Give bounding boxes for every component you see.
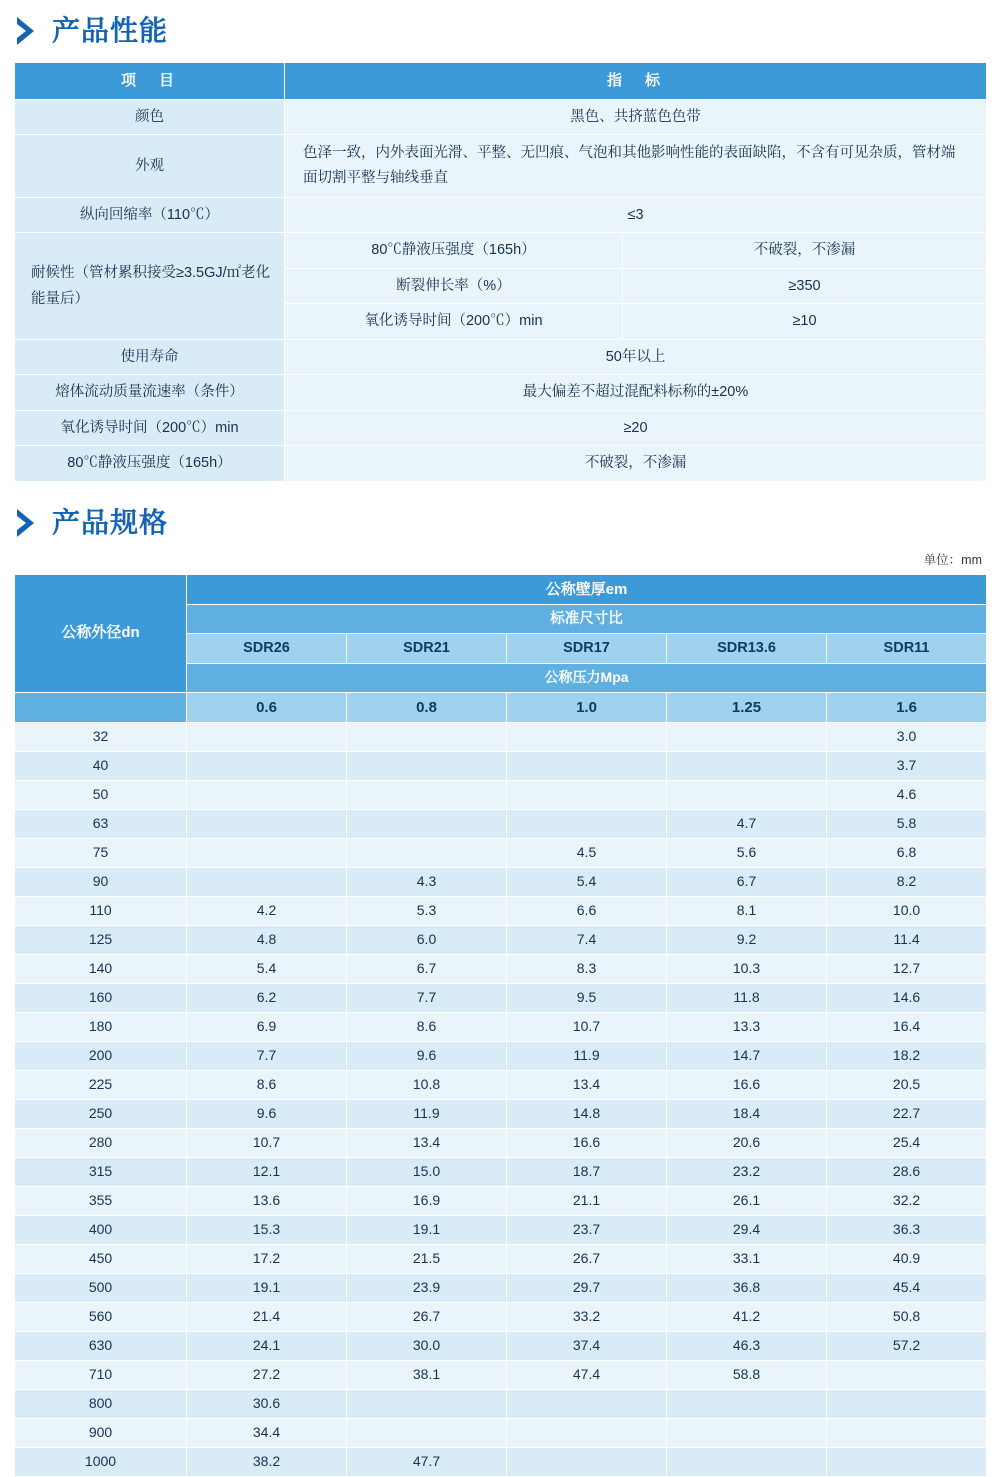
sub-label: 80℃静液压强度（165h） bbox=[285, 233, 623, 268]
cell-dn: 710 bbox=[15, 1360, 187, 1389]
cell-thickness: 17.2 bbox=[187, 1244, 347, 1273]
cell-dn: 355 bbox=[15, 1186, 187, 1215]
cell-thickness: 22.7 bbox=[827, 1099, 987, 1128]
cell-thickness bbox=[667, 1418, 827, 1447]
row-label: 80℃静液压强度（165h） bbox=[15, 446, 285, 481]
cell-thickness: 7.4 bbox=[507, 925, 667, 954]
table-row bbox=[15, 446, 987, 481]
cell-thickness: 19.1 bbox=[187, 1273, 347, 1302]
performance-table bbox=[14, 62, 987, 482]
cell-thickness: 13.4 bbox=[507, 1070, 667, 1099]
cell-thickness: 6.7 bbox=[347, 954, 507, 983]
row-label: 使用寿命 bbox=[15, 339, 285, 374]
cell-thickness: 26.1 bbox=[667, 1186, 827, 1215]
cell-thickness: 14.8 bbox=[507, 1099, 667, 1128]
cell-thickness: 36.3 bbox=[827, 1215, 987, 1244]
cell-thickness bbox=[187, 838, 347, 867]
section-heading-specs bbox=[0, 482, 1000, 540]
cell-thickness: 9.2 bbox=[667, 925, 827, 954]
cell-thickness bbox=[507, 1447, 667, 1476]
cell-thickness: 27.2 bbox=[187, 1360, 347, 1389]
cell-thickness: 26.7 bbox=[507, 1244, 667, 1273]
cell-thickness: 32.2 bbox=[827, 1186, 987, 1215]
table-row bbox=[15, 100, 987, 135]
cell-thickness: 13.3 bbox=[667, 1012, 827, 1041]
cell-thickness: 5.8 bbox=[827, 809, 987, 838]
cell-thickness: 16.4 bbox=[827, 1012, 987, 1041]
cell-thickness bbox=[347, 780, 507, 809]
cell-thickness: 15.3 bbox=[187, 1215, 347, 1244]
cell-thickness: 5.4 bbox=[507, 867, 667, 896]
cell-thickness: 6.8 bbox=[827, 838, 987, 867]
cell-thickness: 9.6 bbox=[347, 1041, 507, 1070]
row-label: 颜色 bbox=[15, 100, 285, 135]
cell-thickness: 33.2 bbox=[507, 1302, 667, 1331]
table-row bbox=[15, 1302, 987, 1331]
table-row bbox=[15, 1186, 987, 1215]
cell-thickness: 50.8 bbox=[827, 1302, 987, 1331]
cell-thickness: 6.0 bbox=[347, 925, 507, 954]
cell-thickness bbox=[667, 751, 827, 780]
table-row bbox=[15, 1012, 987, 1041]
cell-thickness: 10.7 bbox=[507, 1012, 667, 1041]
cell-thickness: 10.7 bbox=[187, 1128, 347, 1157]
table-row bbox=[15, 1360, 987, 1389]
cell-dn: 40 bbox=[15, 751, 187, 780]
row-value: 黑色、共挤蓝色色带 bbox=[285, 100, 987, 135]
pressure-value-sdr11: 1.6 bbox=[827, 692, 987, 722]
cell-thickness: 26.7 bbox=[347, 1302, 507, 1331]
cell-dn: 900 bbox=[15, 1418, 187, 1447]
row-label: 纵向回缩率（110℃） bbox=[15, 197, 285, 232]
column-header-wall-thickness: 公称壁厚em bbox=[187, 574, 987, 604]
cell-thickness: 47.4 bbox=[507, 1360, 667, 1389]
cell-thickness bbox=[347, 809, 507, 838]
cell-thickness: 30.6 bbox=[187, 1389, 347, 1418]
cell-thickness: 12.7 bbox=[827, 954, 987, 983]
cell-thickness bbox=[187, 722, 347, 751]
cell-dn: 250 bbox=[15, 1099, 187, 1128]
cell-thickness: 20.6 bbox=[667, 1128, 827, 1157]
cell-thickness: 4.2 bbox=[187, 896, 347, 925]
cell-thickness: 8.3 bbox=[507, 954, 667, 983]
cell-thickness: 5.4 bbox=[187, 954, 347, 983]
pressure-value-sdr21: 0.8 bbox=[347, 692, 507, 722]
cell-thickness bbox=[507, 751, 667, 780]
cell-thickness: 13.6 bbox=[187, 1186, 347, 1215]
sub-label: 氧化诱导时间（200℃）min bbox=[285, 304, 623, 339]
cell-thickness bbox=[187, 867, 347, 896]
row-label-weathering: 耐候性（管材累积接受≥3.5GJ/㎡老化能量后） bbox=[15, 233, 285, 339]
cell-thickness: 13.4 bbox=[347, 1128, 507, 1157]
row-value: ≥20 bbox=[285, 410, 987, 445]
cell-thickness: 18.4 bbox=[667, 1099, 827, 1128]
cell-thickness: 41.2 bbox=[667, 1302, 827, 1331]
cell-dn: 50 bbox=[15, 780, 187, 809]
cell-thickness: 18.7 bbox=[507, 1157, 667, 1186]
cell-dn: 32 bbox=[15, 722, 187, 751]
table-header-row bbox=[15, 574, 987, 604]
row-value: 不破裂，不渗漏 bbox=[285, 446, 987, 481]
cell-thickness: 23.9 bbox=[347, 1273, 507, 1302]
cell-dn: 140 bbox=[15, 954, 187, 983]
cell-dn: 90 bbox=[15, 867, 187, 896]
cell-thickness: 10.8 bbox=[347, 1070, 507, 1099]
cell-thickness: 6.2 bbox=[187, 983, 347, 1012]
cell-thickness: 11.9 bbox=[347, 1099, 507, 1128]
cell-thickness: 4.8 bbox=[187, 925, 347, 954]
cell-dn: 110 bbox=[15, 896, 187, 925]
sub-value: ≥350 bbox=[623, 268, 987, 303]
cell-thickness: 37.4 bbox=[507, 1331, 667, 1360]
row-value: 最大偏差不超过混配料标称的±20% bbox=[285, 375, 987, 410]
cell-thickness bbox=[187, 751, 347, 780]
table-row bbox=[15, 1157, 987, 1186]
cell-thickness: 34.4 bbox=[187, 1418, 347, 1447]
row-label: 熔体流动质量流速率（条件） bbox=[15, 375, 285, 410]
cell-thickness: 46.3 bbox=[667, 1331, 827, 1360]
chevron-right-icon bbox=[14, 14, 40, 48]
cell-thickness: 20.5 bbox=[827, 1070, 987, 1099]
cell-thickness: 47.7 bbox=[347, 1447, 507, 1476]
table-row bbox=[15, 925, 987, 954]
cell-thickness bbox=[347, 1389, 507, 1418]
cell-thickness: 23.2 bbox=[667, 1157, 827, 1186]
table-header-row bbox=[15, 63, 987, 100]
column-header-item: 项 目 bbox=[15, 63, 285, 100]
column-header-sdr17: SDR17 bbox=[507, 634, 667, 663]
table-row bbox=[15, 722, 987, 751]
table-row bbox=[15, 1070, 987, 1099]
cell-dn: 450 bbox=[15, 1244, 187, 1273]
table-row bbox=[15, 135, 987, 197]
table-row bbox=[15, 1418, 987, 1447]
table-row bbox=[15, 1244, 987, 1273]
cell-thickness: 23.7 bbox=[507, 1215, 667, 1244]
cell-thickness: 33.1 bbox=[667, 1244, 827, 1273]
cell-thickness: 24.1 bbox=[187, 1331, 347, 1360]
cell-thickness bbox=[827, 1418, 987, 1447]
cell-thickness: 16.6 bbox=[507, 1128, 667, 1157]
cell-thickness: 15.0 bbox=[347, 1157, 507, 1186]
column-header-sdr11: SDR11 bbox=[827, 634, 987, 663]
cell-thickness: 45.4 bbox=[827, 1273, 987, 1302]
cell-thickness: 58.8 bbox=[667, 1360, 827, 1389]
cell-thickness: 11.9 bbox=[507, 1041, 667, 1070]
cell-thickness: 12.1 bbox=[187, 1157, 347, 1186]
cell-thickness: 3.0 bbox=[827, 722, 987, 751]
cell-thickness: 18.2 bbox=[827, 1041, 987, 1070]
table-row bbox=[15, 1215, 987, 1244]
cell-thickness: 7.7 bbox=[187, 1041, 347, 1070]
cell-thickness: 4.3 bbox=[347, 867, 507, 896]
pressure-value-sdr13-6: 1.25 bbox=[667, 692, 827, 722]
pressure-value-sdr17: 1.0 bbox=[507, 692, 667, 722]
specs-table bbox=[14, 574, 987, 1477]
cell-dn: 630 bbox=[15, 1331, 187, 1360]
column-header-sdr13-6: SDR13.6 bbox=[667, 634, 827, 663]
table-row bbox=[15, 751, 987, 780]
cell-thickness: 14.6 bbox=[827, 983, 987, 1012]
cell-dn: 180 bbox=[15, 1012, 187, 1041]
cell-thickness: 4.5 bbox=[507, 838, 667, 867]
column-header-dn: 公称外径dn bbox=[15, 574, 187, 692]
cell-dn: 280 bbox=[15, 1128, 187, 1157]
cell-dn: 400 bbox=[15, 1215, 187, 1244]
cell-thickness: 7.7 bbox=[347, 983, 507, 1012]
cell-thickness: 57.2 bbox=[827, 1331, 987, 1360]
cell-thickness bbox=[667, 1447, 827, 1476]
table-row bbox=[15, 1128, 987, 1157]
cell-thickness bbox=[187, 780, 347, 809]
cell-thickness: 38.1 bbox=[347, 1360, 507, 1389]
cell-thickness bbox=[347, 722, 507, 751]
cell-thickness bbox=[507, 1418, 667, 1447]
table-row bbox=[15, 867, 987, 896]
column-header-sdr26: SDR26 bbox=[187, 634, 347, 663]
table-row bbox=[15, 896, 987, 925]
cell-dn: 560 bbox=[15, 1302, 187, 1331]
cell-thickness: 16.9 bbox=[347, 1186, 507, 1215]
cell-thickness: 21.5 bbox=[347, 1244, 507, 1273]
table-row bbox=[15, 1041, 987, 1070]
section-heading-performance bbox=[0, 0, 1000, 48]
cell-thickness bbox=[667, 780, 827, 809]
cell-thickness: 5.6 bbox=[667, 838, 827, 867]
row-value: 50年以上 bbox=[285, 339, 987, 374]
cell-thickness: 38.2 bbox=[187, 1447, 347, 1476]
cell-thickness bbox=[347, 838, 507, 867]
cell-dn: 63 bbox=[15, 809, 187, 838]
cell-thickness: 36.8 bbox=[667, 1273, 827, 1302]
cell-thickness: 9.6 bbox=[187, 1099, 347, 1128]
table-row bbox=[15, 1099, 987, 1128]
cell-thickness: 14.7 bbox=[667, 1041, 827, 1070]
section-title: 产品性能 bbox=[52, 15, 169, 46]
table-row bbox=[15, 809, 987, 838]
cell-thickness bbox=[827, 1360, 987, 1389]
cell-thickness: 11.4 bbox=[827, 925, 987, 954]
table-row bbox=[15, 233, 987, 268]
cell-thickness: 29.4 bbox=[667, 1215, 827, 1244]
cell-thickness: 10.0 bbox=[827, 896, 987, 925]
cell-thickness: 3.7 bbox=[827, 751, 987, 780]
column-header-index: 指 标 bbox=[285, 63, 987, 100]
column-header-sdr21: SDR21 bbox=[347, 634, 507, 663]
cell-thickness: 4.7 bbox=[667, 809, 827, 838]
table-row bbox=[15, 410, 987, 445]
cell-thickness: 8.6 bbox=[187, 1070, 347, 1099]
cell-dn: 500 bbox=[15, 1273, 187, 1302]
cell-thickness: 40.9 bbox=[827, 1244, 987, 1273]
section-title: 产品规格 bbox=[52, 506, 169, 538]
column-header-ratio: 标准尺寸比 bbox=[187, 604, 987, 633]
cell-thickness: 11.8 bbox=[667, 983, 827, 1012]
cell-thickness: 16.6 bbox=[667, 1070, 827, 1099]
cell-thickness bbox=[507, 1389, 667, 1418]
table-row bbox=[15, 1331, 987, 1360]
cell-thickness: 4.6 bbox=[827, 780, 987, 809]
cell-dn: 200 bbox=[15, 1041, 187, 1070]
cell-thickness bbox=[827, 1389, 987, 1418]
cell-thickness bbox=[347, 751, 507, 780]
cell-thickness bbox=[507, 722, 667, 751]
cell-thickness: 8.6 bbox=[347, 1012, 507, 1041]
pressure-value-sdr26: 0.6 bbox=[187, 692, 347, 722]
cell-thickness: 8.1 bbox=[667, 896, 827, 925]
cell-thickness bbox=[507, 780, 667, 809]
units-note: 单位：mm bbox=[923, 552, 982, 567]
table-row bbox=[15, 1447, 987, 1476]
cell-thickness: 6.6 bbox=[507, 896, 667, 925]
table-row bbox=[15, 1389, 987, 1418]
row-label: 氧化诱导时间（200℃）min bbox=[15, 410, 285, 445]
cell-thickness: 9.5 bbox=[507, 983, 667, 1012]
sub-label: 断裂伸长率（%） bbox=[285, 268, 623, 303]
table-row bbox=[15, 197, 987, 232]
table-row bbox=[15, 838, 987, 867]
chevron-right-icon bbox=[14, 506, 40, 540]
table-row bbox=[15, 1273, 987, 1302]
cell-thickness: 28.6 bbox=[827, 1157, 987, 1186]
cell-thickness: 25.4 bbox=[827, 1128, 987, 1157]
table-row bbox=[15, 339, 987, 374]
row-label: 外观 bbox=[15, 135, 285, 197]
cell-dn: 75 bbox=[15, 838, 187, 867]
cell-thickness: 19.1 bbox=[347, 1215, 507, 1244]
cell-thickness bbox=[667, 722, 827, 751]
cell-thickness: 21.4 bbox=[187, 1302, 347, 1331]
cell-dn: 800 bbox=[15, 1389, 187, 1418]
cell-dn: 1000 bbox=[15, 1447, 187, 1476]
sub-value: 不破裂，不渗漏 bbox=[623, 233, 987, 268]
table-row bbox=[15, 954, 987, 983]
cell-thickness bbox=[347, 1418, 507, 1447]
table-row bbox=[15, 375, 987, 410]
cell-thickness bbox=[187, 809, 347, 838]
cell-thickness: 21.1 bbox=[507, 1186, 667, 1215]
pressure-row-spacer bbox=[15, 692, 187, 722]
cell-dn: 315 bbox=[15, 1157, 187, 1186]
specs-table-body bbox=[15, 722, 987, 1476]
table-row bbox=[15, 983, 987, 1012]
row-value: ≤3 bbox=[285, 197, 987, 232]
cell-dn: 225 bbox=[15, 1070, 187, 1099]
cell-thickness: 6.7 bbox=[667, 867, 827, 896]
cell-thickness: 6.9 bbox=[187, 1012, 347, 1041]
cell-thickness: 8.2 bbox=[827, 867, 987, 896]
sub-value: ≥10 bbox=[623, 304, 987, 339]
cell-thickness: 29.7 bbox=[507, 1273, 667, 1302]
cell-thickness bbox=[827, 1447, 987, 1476]
table-row bbox=[15, 780, 987, 809]
cell-dn: 160 bbox=[15, 983, 187, 1012]
row-value: 色泽一致，内外表面光滑、平整、无凹痕、气泡和其他影响性能的表面缺陷，不含有可见杂质，管材端面切割平整与轴线垂直 bbox=[285, 135, 987, 197]
cell-thickness: 5.3 bbox=[347, 896, 507, 925]
cell-thickness: 10.3 bbox=[667, 954, 827, 983]
cell-dn: 125 bbox=[15, 925, 187, 954]
table-header-row bbox=[15, 692, 987, 722]
cell-thickness bbox=[667, 1389, 827, 1418]
cell-thickness: 30.0 bbox=[347, 1331, 507, 1360]
cell-thickness bbox=[507, 809, 667, 838]
column-header-pressure: 公称压力Mpa bbox=[187, 663, 987, 692]
